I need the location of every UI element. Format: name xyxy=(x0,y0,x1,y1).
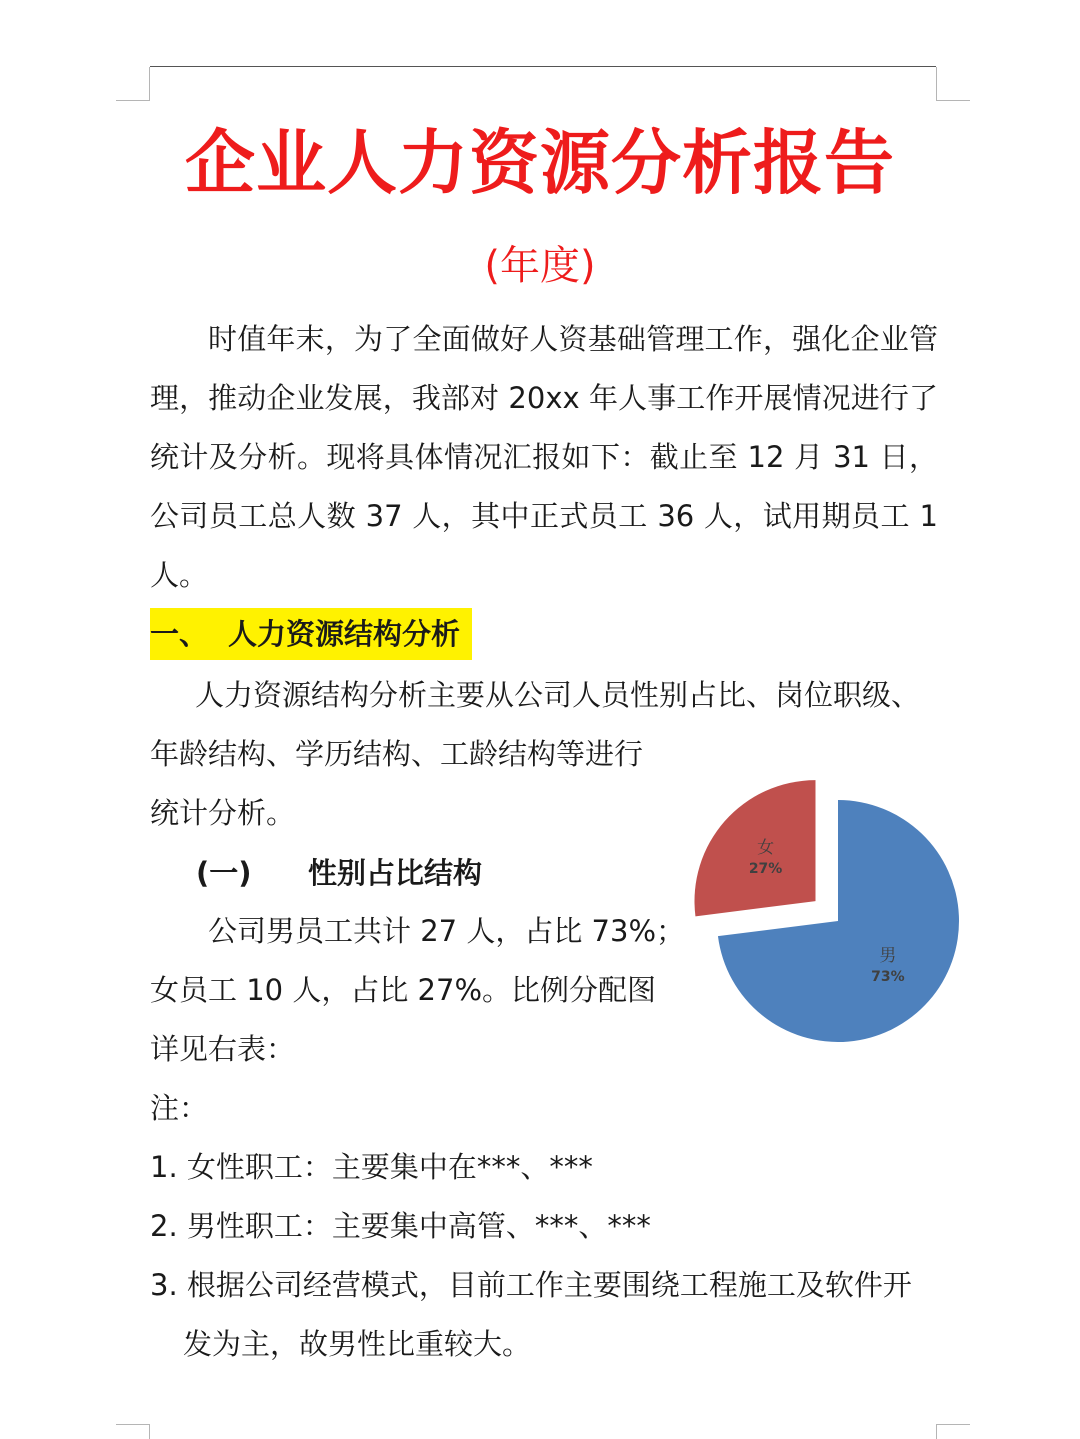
page-subtitle: (年度) xyxy=(484,243,596,289)
crop-mark xyxy=(936,67,937,101)
crop-mark xyxy=(116,1424,150,1425)
page-title: 企业人力资源分析报告 xyxy=(185,122,895,204)
pie-slice-female xyxy=(694,780,815,916)
section-title: 人力资源结构分析 xyxy=(228,617,461,651)
note-item-3: 3. 根据公司经营模式，目前工作主要围绕工程施工及软件开 xyxy=(150,1268,912,1302)
structure-text-line-2: 年龄结构、学历结构、工龄结构等进行 xyxy=(150,737,644,771)
structure-text-line-1: 人力资源结构分析主要从公司人员性别占比、岗位职级、 xyxy=(195,678,921,712)
crop-mark xyxy=(936,100,970,101)
subsection-title: 性别占比结构 xyxy=(308,856,483,890)
intro-paragraph: 时值年末，为了全面做好人资基础管理工作，强化企业管理，推动企业发展，我部对 20xx 年人事工作开展情况进行了统计及分析。现将具体情况汇报如下：截止至 12 月 31 日，公司员工总人数 37 人，其中正式员工 36 人，试用期员工 1 人。 xyxy=(150,322,938,592)
gender-text-line-2: 女员工 10 人，占比 27%。比例分配图 xyxy=(150,973,657,1007)
section-number: 一、 xyxy=(150,617,209,651)
pie-label-male: 男 xyxy=(879,946,897,967)
crop-mark xyxy=(149,67,150,101)
structure-text-line-3: 统计分析。 xyxy=(150,796,296,830)
gender-text-line-3: 详见右表： xyxy=(150,1032,296,1066)
gender-text-line-1: 公司男员工共计 27 人，占比 73%； xyxy=(208,914,686,948)
note-item-3-continuation: 发为主，故男性比重较大。 xyxy=(183,1327,532,1361)
section-heading xyxy=(150,608,472,660)
gender-pie-chart xyxy=(680,766,970,1056)
note-item-1: 1. 女性职工：主要集中在***、*** xyxy=(150,1150,593,1184)
crop-mark xyxy=(149,1424,150,1439)
pie-percent-female: 27% xyxy=(748,861,783,878)
pie-label-female: 女 xyxy=(757,838,775,859)
subsection-number: (一) xyxy=(196,856,252,890)
crop-mark xyxy=(936,1424,970,1425)
crop-mark xyxy=(116,100,150,101)
header-rule xyxy=(150,66,936,67)
subsection-heading xyxy=(196,845,482,901)
pie-percent-male: 73% xyxy=(871,969,905,986)
note-item-2: 2. 男性职工：主要集中高管、***、*** xyxy=(150,1209,651,1243)
crop-mark xyxy=(936,1424,937,1439)
notes-label: 注： xyxy=(150,1091,209,1125)
